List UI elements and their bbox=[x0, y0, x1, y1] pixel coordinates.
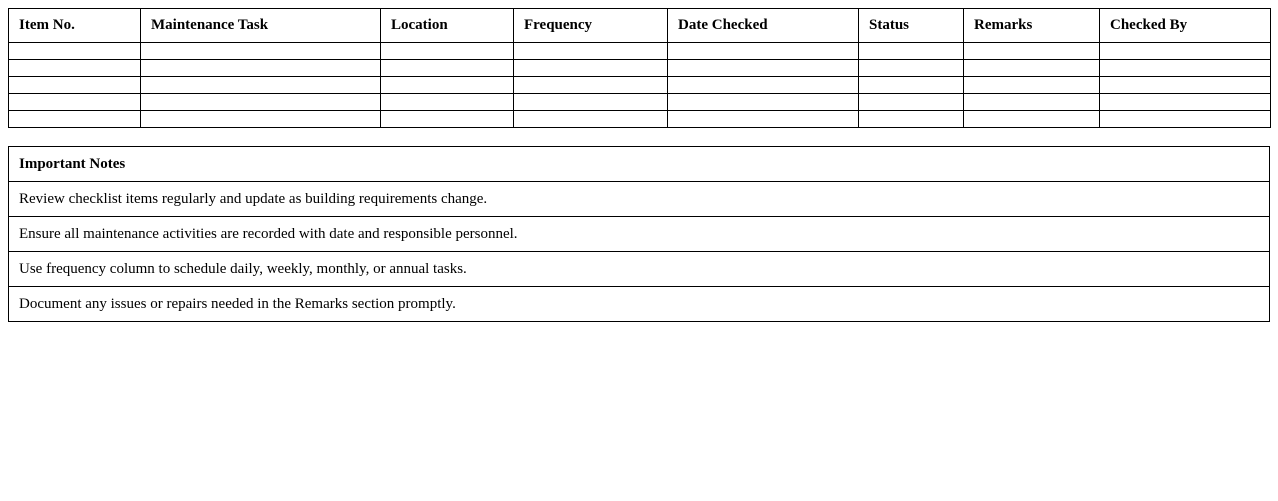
table-cell[interactable] bbox=[514, 60, 668, 77]
note-row bbox=[9, 182, 1270, 217]
notes-header-row bbox=[9, 147, 1270, 182]
note-item: Review checklist items regularly and update as building requirements change. bbox=[9, 182, 1270, 217]
table-cell[interactable] bbox=[964, 77, 1100, 94]
column-header-item-no: Item No. bbox=[9, 9, 141, 43]
table-cell[interactable] bbox=[859, 60, 964, 77]
note-row bbox=[9, 252, 1270, 287]
table-cell[interactable] bbox=[668, 60, 859, 77]
notes-title: Important Notes bbox=[9, 147, 1270, 182]
table-cell[interactable] bbox=[381, 94, 514, 111]
table-cell[interactable] bbox=[9, 77, 141, 94]
table-row bbox=[9, 77, 1271, 94]
table-cell[interactable] bbox=[1100, 77, 1271, 94]
table-cell[interactable] bbox=[141, 77, 381, 94]
column-header-checked-by: Checked By bbox=[1100, 9, 1271, 43]
table-cell[interactable] bbox=[859, 77, 964, 94]
table-cell[interactable] bbox=[514, 43, 668, 60]
table-cell[interactable] bbox=[859, 111, 964, 128]
table-cell[interactable] bbox=[964, 60, 1100, 77]
table-cell[interactable] bbox=[381, 77, 514, 94]
table-cell[interactable] bbox=[9, 60, 141, 77]
table-row bbox=[9, 94, 1271, 111]
table-cell[interactable] bbox=[381, 43, 514, 60]
table-cell[interactable] bbox=[1100, 43, 1271, 60]
note-item: Document any issues or repairs needed in the Remarks section promptly. bbox=[9, 287, 1270, 322]
table-cell[interactable] bbox=[9, 94, 141, 111]
note-row bbox=[9, 217, 1270, 252]
table-cell[interactable] bbox=[9, 111, 141, 128]
table-cell[interactable] bbox=[141, 94, 381, 111]
table-cell[interactable] bbox=[141, 111, 381, 128]
table-cell[interactable] bbox=[141, 60, 381, 77]
table-cell[interactable] bbox=[514, 77, 668, 94]
table-cell[interactable] bbox=[381, 111, 514, 128]
table-row bbox=[9, 43, 1271, 60]
note-item: Ensure all maintenance activities are recorded with date and responsible personnel. bbox=[9, 217, 1270, 252]
column-header-maintenance-task: Maintenance Task bbox=[141, 9, 381, 43]
note-row bbox=[9, 287, 1270, 322]
table-cell[interactable] bbox=[1100, 94, 1271, 111]
table-cell[interactable] bbox=[141, 43, 381, 60]
table-row bbox=[9, 111, 1271, 128]
column-header-location: Location bbox=[381, 9, 514, 43]
table-cell[interactable] bbox=[964, 94, 1100, 111]
note-item: Use frequency column to schedule daily, weekly, monthly, or annual tasks. bbox=[9, 252, 1270, 287]
maintenance-checklist-table bbox=[8, 8, 1271, 128]
table-cell[interactable] bbox=[9, 43, 141, 60]
table-cell[interactable] bbox=[668, 111, 859, 128]
table-cell[interactable] bbox=[859, 43, 964, 60]
column-header-status: Status bbox=[859, 9, 964, 43]
table-cell[interactable] bbox=[381, 60, 514, 77]
table-cell[interactable] bbox=[668, 77, 859, 94]
table-cell[interactable] bbox=[1100, 111, 1271, 128]
column-header-remarks: Remarks bbox=[964, 9, 1100, 43]
table-cell[interactable] bbox=[1100, 60, 1271, 77]
table-cell[interactable] bbox=[514, 111, 668, 128]
table-row bbox=[9, 60, 1271, 77]
table-header-row bbox=[9, 9, 1271, 43]
column-header-date-checked: Date Checked bbox=[668, 9, 859, 43]
table-cell[interactable] bbox=[964, 43, 1100, 60]
important-notes-table bbox=[8, 146, 1270, 322]
table-cell[interactable] bbox=[859, 94, 964, 111]
table-cell[interactable] bbox=[668, 94, 859, 111]
table-cell[interactable] bbox=[964, 111, 1100, 128]
table-cell[interactable] bbox=[514, 94, 668, 111]
column-header-frequency: Frequency bbox=[514, 9, 668, 43]
table-cell[interactable] bbox=[668, 43, 859, 60]
